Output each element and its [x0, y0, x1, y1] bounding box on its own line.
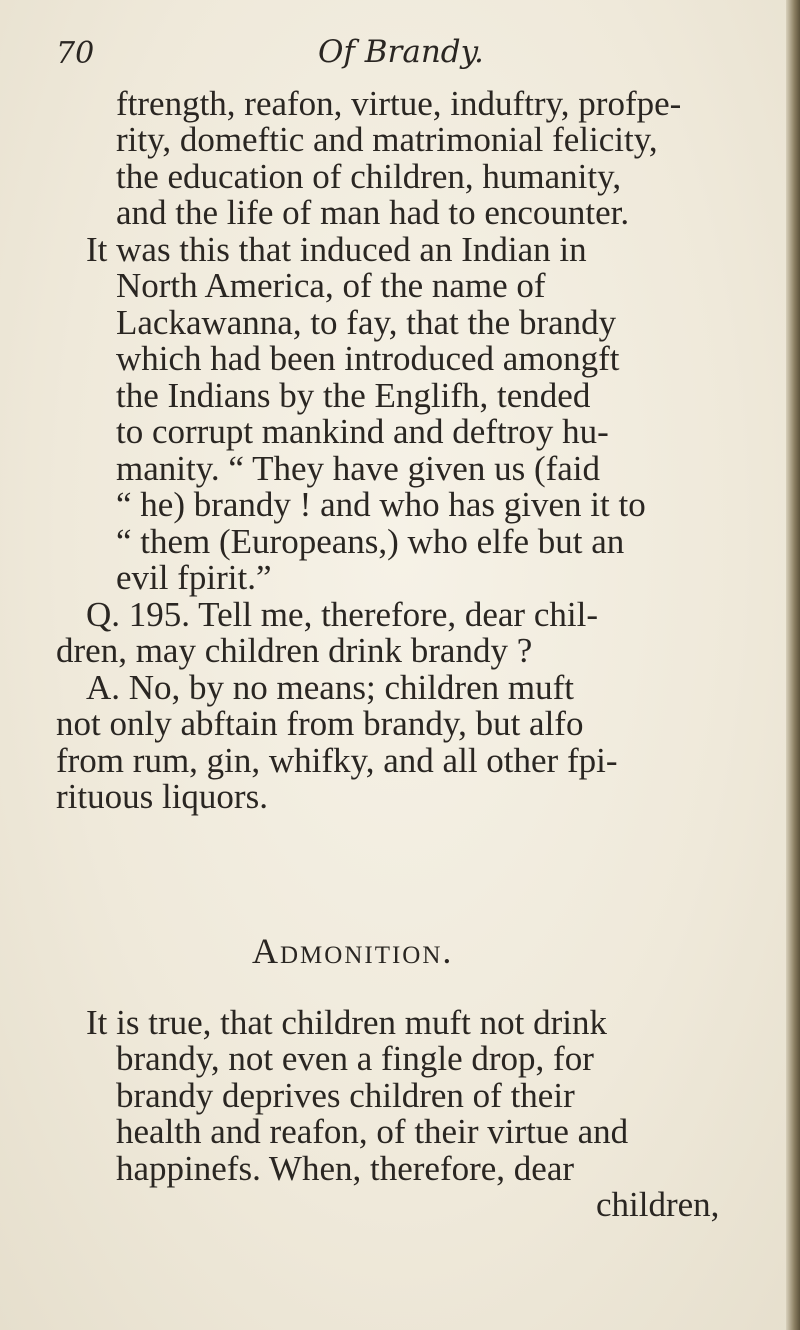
text-line: “ he) brandy ! and who has given it to	[116, 485, 646, 524]
text-line: manity. “ They have given us (faid	[116, 449, 601, 488]
text-line: ftrength, reafon, virtue, induftry, profpe-	[116, 84, 682, 123]
question-line: dren, may children drink brandy ?	[56, 631, 533, 670]
admonition-line: happinefs. When, therefore, dear	[116, 1149, 575, 1188]
text-line: It was this that induced an Indian in	[86, 230, 587, 269]
text-line: “ them (Europeans,) who elfe but an	[116, 522, 625, 561]
section-heading: Admonition.	[252, 931, 454, 971]
text-line: North America, of the name of	[116, 266, 546, 305]
text-line: rity, domeftic and matrimonial felicity,	[116, 120, 658, 159]
page-edge-shadow	[786, 0, 800, 1330]
answer-line: A. No, by no means; children muft	[86, 668, 574, 707]
text-line: the Indians by the Englifh, tended	[116, 376, 591, 415]
running-head: Of Brandy.	[318, 34, 484, 70]
text-line: the education of children, humanity,	[116, 157, 622, 196]
text-line: to corrupt mankind and deftroy hu-	[116, 412, 609, 451]
text-line: and the life of man had to encounter.	[116, 193, 630, 232]
answer-line: from rum, gin, whifky, and all other fpi-	[56, 741, 618, 780]
text-line: evil fpirit.”	[116, 558, 272, 597]
question-line: Q. 195. Tell me, therefore, dear chil-	[86, 595, 598, 634]
text-line: which had been introduced amongft	[116, 339, 620, 378]
text-line: Lackawanna, to fay, that the brandy	[116, 303, 617, 342]
admonition-line: brandy, not even a fingle drop, for	[116, 1039, 594, 1078]
admonition-line: children,	[596, 1185, 720, 1224]
admonition-line: brandy deprives children of their	[116, 1076, 575, 1115]
answer-line: not only abftain from brandy, but alfo	[56, 704, 584, 743]
admonition-line: It is true, that children muft not drink	[86, 1003, 608, 1042]
answer-line: rituous liquors.	[56, 777, 268, 816]
page-number: 70	[56, 36, 95, 71]
admonition-line: health and reafon, of their virtue and	[116, 1112, 629, 1151]
page-header	[0, 24, 800, 74]
